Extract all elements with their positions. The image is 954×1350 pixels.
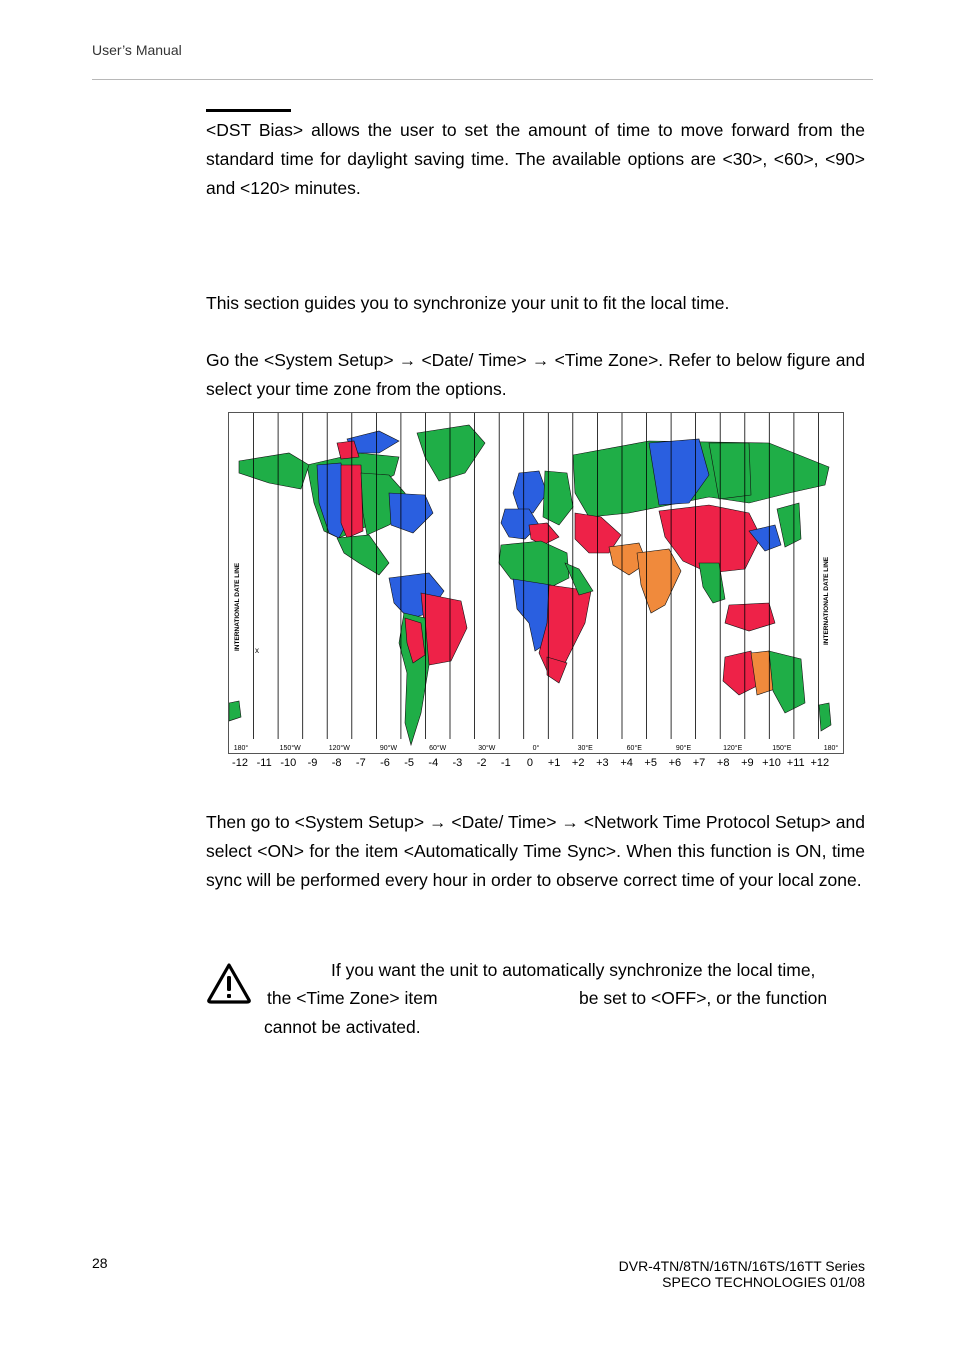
land-new-zealand (819, 703, 831, 731)
land-alaska (239, 453, 309, 489)
timezone-label: -1 (500, 757, 511, 769)
timezone-label: -5 (404, 757, 414, 769)
land-north-africa (499, 541, 569, 588)
note-line-2a: the <Time Zone> item (267, 988, 438, 1008)
longitude-label: 180° (233, 745, 249, 752)
timezone-label: -3 (452, 757, 463, 769)
land-indonesia (725, 603, 775, 631)
intro-paragraph: This section guides you to synchronize your unit to fit the local time. (206, 293, 730, 313)
dst-bias-paragraph: <DST Bias> allows the user to set the amount of time to move forward from the standard time for daylight saving time. The available options are <30>, <60>, <90> and <120> minutes. (206, 120, 865, 198)
ntp-paragraph: Then go to <System Setup> → <Date/ Time> → <Network Time Protocol Setup> and select <ON> for the item <Automatically Time Sync>. When this function is ON, time sync will be performed every hour in order to observe correct time of your local zone. (206, 812, 865, 890)
header-title: User’s Manual (92, 42, 182, 58)
longitude-label: 30°E (577, 745, 593, 752)
header-rule (92, 79, 873, 80)
longitude-label: 120°E (723, 745, 743, 752)
timezone-label: +1 (547, 757, 561, 769)
map-longitude-labels (234, 744, 839, 752)
longitude-label: 150°E (772, 745, 792, 752)
timezone-label: +9 (741, 757, 754, 769)
longitude-label: 60°E (626, 745, 642, 752)
land-australia-east (769, 651, 805, 713)
note-line-1: If you want the unit to automatically synchronize the local time, (331, 960, 816, 980)
land-scandinavia (513, 471, 547, 513)
timezone-label: -8 (331, 757, 342, 769)
note-line-3: cannot be activated. (264, 1017, 421, 1037)
longitude-label: 90°E (675, 745, 692, 752)
timezone-label: -4 (428, 757, 439, 769)
land-india (637, 549, 681, 613)
longitude-label: 150°W (279, 745, 301, 752)
timezone-label: +11 (786, 757, 805, 769)
land-central-america (337, 535, 389, 575)
date-line-label-right: INTERNATIONAL DATE LINE (823, 556, 830, 645)
goto-timezone-paragraph: Go the <System Setup> → <Date/ Time> → <Time Zone>. Refer to below figure and select your time zone from the options. (206, 350, 865, 399)
timezone-label: +6 (668, 757, 682, 769)
footer-series: DVR-4TN/8TN/16TN/16TS/16TT Series (618, 1258, 865, 1274)
timezone-label: +5 (644, 757, 657, 769)
longitude-label: 120°W (328, 745, 350, 752)
timezone-label: +2 (571, 757, 585, 769)
timezone-label: -10 (280, 757, 297, 769)
timezone-label: +4 (620, 757, 633, 769)
page-number: 28 (92, 1255, 108, 1271)
timezone-offset-row (228, 757, 844, 771)
timezone-label: +10 (762, 757, 781, 769)
map-landmasses (229, 425, 831, 745)
warning-icon (206, 962, 252, 1004)
longitude-label: 60°W (429, 745, 447, 752)
longitude-label: 0° (532, 745, 540, 752)
timezone-label: +3 (596, 757, 609, 769)
timezone-label: +7 (692, 757, 706, 769)
footer-info (619, 1258, 865, 1290)
longitude-label: 180° (823, 745, 839, 752)
note-line-2b: be set to <OFF>, or the function (579, 988, 828, 1008)
land-japan (777, 503, 801, 547)
date-line-label-left: INTERNATIONAL DATE LINE (234, 562, 241, 651)
section-rule (206, 109, 291, 112)
timezone-label: +12 (810, 757, 830, 769)
footer-company: SPECO TECHNOLOGIES 01/08 (662, 1274, 865, 1290)
world-timezone-map (228, 412, 844, 754)
timezone-label: +8 (716, 757, 730, 769)
land-north-america-east (389, 493, 433, 533)
longitude-label: 90°W (379, 745, 398, 752)
land-pacific-left-island (229, 701, 241, 721)
timezone-label: -9 (307, 757, 318, 769)
longitude-label: 30°W (478, 745, 496, 752)
timezone-label: -2 (476, 757, 487, 769)
land-eastern-europe (543, 471, 573, 525)
timezone-label: 0 (526, 757, 533, 769)
timezone-label: -7 (355, 757, 366, 769)
timezone-label: -12 (232, 757, 248, 769)
timezone-label: -6 (380, 757, 390, 769)
map-marker: x (255, 646, 259, 655)
timezone-label: -11 (256, 757, 272, 769)
